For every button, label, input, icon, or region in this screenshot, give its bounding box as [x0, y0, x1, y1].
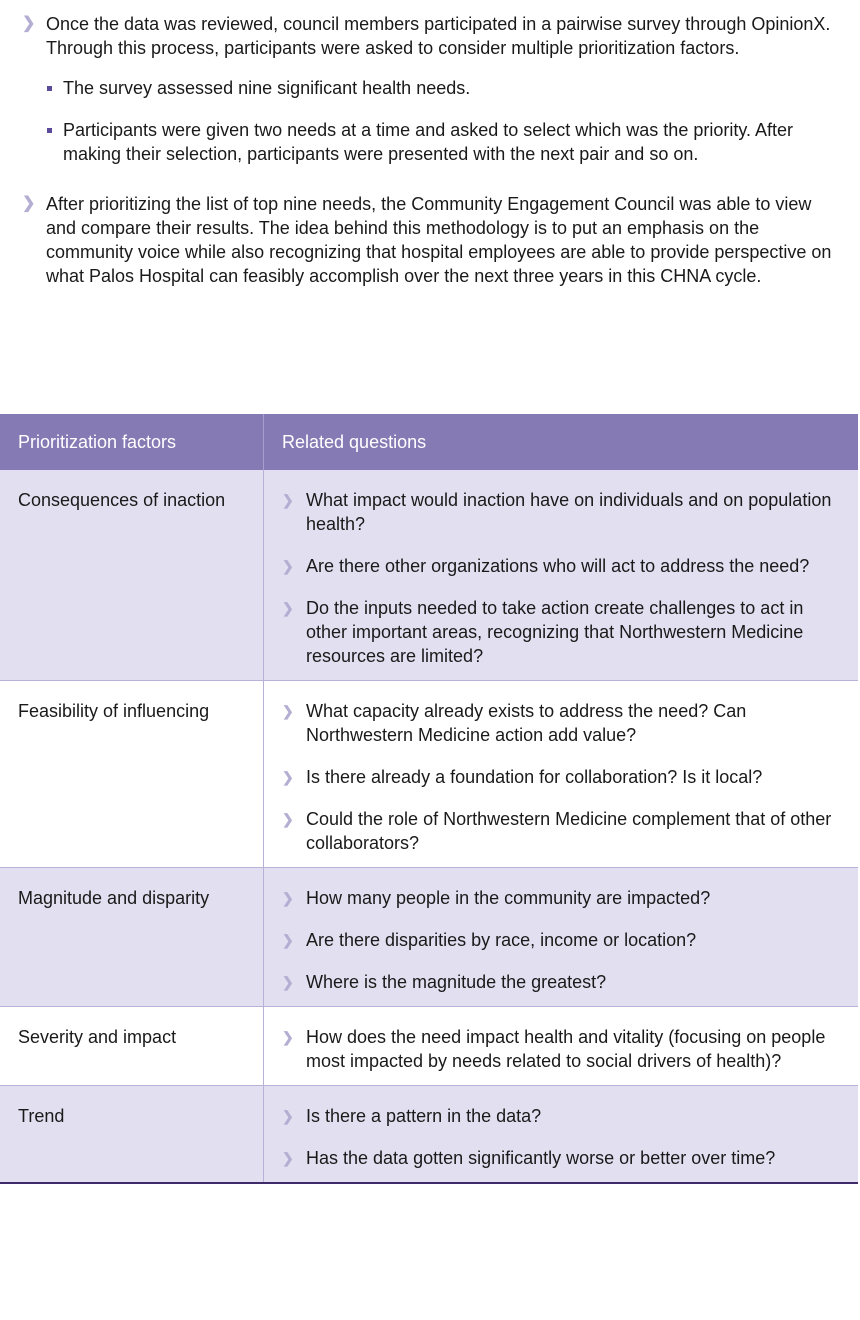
questions-cell — [264, 868, 859, 1007]
factor-cell: Severity and impact — [0, 1007, 264, 1086]
chevron-right-icon: ❯ — [282, 1029, 294, 1045]
table-row — [0, 1086, 858, 1184]
factor-cell: Trend — [0, 1086, 264, 1184]
table-row — [0, 1007, 858, 1086]
chevron-right-icon: ❯ — [282, 932, 294, 948]
intro-paragraph-1: ❯ Once the data was reviewed, council members participated in a pairwise survey through OpinionX. Through this process, participants were asked to consider multiple prioritization factors. The survey assessed nine significant health needs. Participants were given two needs at a time and asked to select which was the priority. After making their selection, participants were presented with the next pair and so on. — [22, 12, 838, 166]
chevron-right-icon: ❯ — [282, 600, 294, 616]
question-item: ❯ Do the inputs needed to take action create challenges to act in other important areas, recognizing that Northwestern Medicine resources are limited? — [282, 598, 804, 666]
table-row — [0, 681, 858, 868]
chevron-right-icon: ❯ — [282, 890, 294, 906]
square-bullet-icon — [47, 128, 52, 133]
chevron-right-icon: ❯ — [282, 558, 294, 574]
chevron-right-icon: ❯ — [282, 1150, 294, 1166]
questions-cell — [264, 681, 859, 868]
column-header-questions: Related questions — [264, 414, 859, 470]
question-item: ❯ What impact would inaction have on individuals and on population health? — [282, 490, 832, 534]
table-row — [0, 470, 858, 681]
sub-bullet: Participants were given two needs at a time and asked to select which was the priority. After making their selection, participants were presented with the next pair and so on. — [46, 118, 838, 166]
chevron-right-icon: ❯ — [282, 811, 294, 827]
chevron-right-icon: ❯ — [282, 1108, 294, 1124]
factor-cell: Feasibility of influencing — [0, 681, 264, 868]
sub-bullet: The survey assessed nine significant health needs. — [46, 76, 838, 100]
table-header-row — [0, 414, 858, 470]
intro-paragraph-2: ❯ After prioritizing the list of top nine needs, the Community Engagement Council was able to view and compare their results. The idea behind this methodology is to put an emphasis on the community voice while also recognizing that hospital employees are able to provide perspective on what Palos Hospital can feasibly accomplish over the next three years in this CHNA cycle. — [22, 194, 832, 286]
chevron-right-icon: ❯ — [282, 492, 294, 508]
chevron-right-icon: ❯ — [22, 195, 36, 212]
questions-cell — [264, 470, 859, 681]
question-item: ❯ Has the data gotten significantly worse or better over time? — [282, 1148, 776, 1168]
chevron-right-icon: ❯ — [22, 15, 36, 32]
question-item: ❯ Are there disparities by race, income or location? — [282, 930, 697, 950]
question-item: ❯ Are there other organizations who will act to address the need? — [282, 556, 810, 576]
square-bullet-icon — [47, 86, 52, 91]
question-item: ❯ How does the need impact health and vitality (focusing on people most impacted by needs related to social drivers of health)? — [282, 1027, 826, 1071]
questions-cell — [264, 1007, 859, 1086]
question-item: ❯ What capacity already exists to address the need? Can Northwestern Medicine action add value? — [282, 701, 747, 745]
question-item: ❯ Is there already a foundation for collaboration? Is it local? — [282, 767, 763, 787]
question-item: ❯ How many people in the community are impacted? — [282, 888, 711, 908]
chevron-right-icon: ❯ — [282, 974, 294, 990]
column-header-factors: Prioritization factors — [0, 414, 264, 470]
intro-section — [0, 0, 860, 288]
questions-cell — [264, 1086, 859, 1184]
prioritization-table — [0, 414, 858, 1184]
factor-cell: Consequences of inaction — [0, 470, 264, 681]
factor-cell: Magnitude and disparity — [0, 868, 264, 1007]
chevron-right-icon: ❯ — [282, 769, 294, 785]
question-item: ❯ Is there a pattern in the data? — [282, 1106, 542, 1126]
sub-bullet-list — [46, 76, 838, 166]
question-item: ❯ Where is the magnitude the greatest? — [282, 972, 607, 992]
table-row — [0, 868, 858, 1007]
question-item: ❯ Could the role of Northwestern Medicine complement that of other collaborators? — [282, 809, 832, 853]
chevron-right-icon: ❯ — [282, 703, 294, 719]
